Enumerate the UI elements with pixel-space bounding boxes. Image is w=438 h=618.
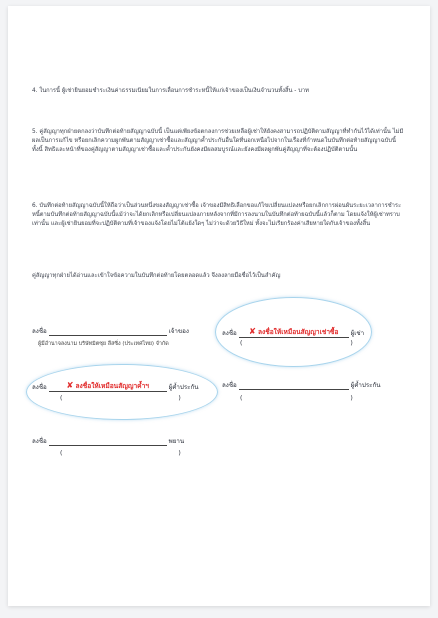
- guarantor-highlight-oval: [26, 364, 218, 420]
- paren-open: (: [240, 395, 243, 402]
- sign-label: ลงชื่อ: [32, 328, 47, 335]
- paren-close: ): [178, 450, 181, 457]
- paren-close: ): [350, 395, 353, 402]
- lessee-name-line: [240, 340, 353, 347]
- sign-label: ลงชื่อ: [222, 382, 237, 389]
- owner-role: เจ้าของ: [168, 328, 189, 335]
- guarantor2-role: ผู้ค้ำประกัน: [350, 382, 381, 389]
- guarantor2-signature-field[interactable]: [239, 389, 349, 390]
- paren-close: ): [178, 395, 181, 402]
- lessee-role: ผู้เช่า: [350, 330, 365, 337]
- agreement-statement: คู่สัญญาทุกฝ่ายได้อ่านและเข้าใจข้อความในบันทึกต่อท้ายโดยตลอดแล้ว จึงลงลายมือชื่อไว้เป็นสำคัญ: [32, 273, 281, 279]
- paren-close: ): [350, 340, 353, 347]
- owner-name: ผู้มีอำนาจลงนาม บริษัทมิตซุย ลีสซิ่ง (ประเทศไทย) จำกัด: [38, 341, 169, 347]
- owner-signature-line: [32, 326, 189, 336]
- sign-label: ลงชื่อ: [32, 384, 47, 391]
- paren-open: (: [240, 340, 243, 347]
- guarantor2-name-line: [240, 395, 353, 402]
- witness-name-line: [60, 450, 181, 457]
- sign-label: ลงชื่อ: [222, 330, 237, 337]
- paren-open: (: [60, 395, 63, 402]
- clause-5: 5. คู่สัญญาทุกฝ่ายตกลงว่าบันทึกต่อท้ายสัญญาฉบับนี้ เป็นแต่เพียงข้อตกลงการช่วยเหลือผู้เช่าให้ยังคงสามารถปฏิบัติตามสัญญาที่ทำกันไว้ได้เท่านั้น ไม่มีผลเป็นการแก้ไข หรือยกเลิกความผูกพันตามสัญญาเช่าซื้อและสัญญาค้ำประกันอื่นใดที่นอกเหนือไปจากในเรื่องที่กำหนดในบันทึกต่อท้ายสัญญาฉบับนี้ ทั้งนี้ สิทธิและหน้าที่ของคู่สัญญาตามสัญญาเช่าซื้อและค้ำประกันยังคงมีผลสมบูรณ์และยังคงมีผลผูกพันคู่สัญญาที่จะต้องปฏิบัติตามนั้น: [32, 129, 404, 154]
- clause-4: 4. ในการนี้ ผู้เช่ายินยอมชำระเงินค่าธรรมเนียมในการเลื่อนการชำระหนี้ให้แก่เจ้าของเป็นเงินจำนวนทั้งสิ้น - บาท: [32, 88, 309, 94]
- sign-label: ลงชื่อ: [32, 438, 47, 445]
- witness-role: พยาน: [168, 438, 185, 445]
- owner-signature-field[interactable]: [49, 335, 167, 336]
- x-mark-icon: ✘: [248, 327, 257, 337]
- document-page: [8, 6, 430, 606]
- lessee-sign-hint: ลงชื่อให้เหมือนสัญญาเช่าซื้อ: [257, 328, 339, 336]
- guarantor-name-line: [60, 395, 181, 402]
- guarantor-sign-hint: ลงชื่อให้เหมือนสัญญาค้ำฯ: [75, 382, 149, 390]
- paren-open: (: [60, 450, 63, 457]
- witness-signature-field[interactable]: [49, 445, 167, 446]
- guarantor-role: ผู้ค้ำประกัน: [168, 384, 199, 391]
- guarantor2-signature-line: [222, 380, 380, 390]
- guarantor-signature-line: [32, 380, 198, 392]
- witness-signature-line: [32, 436, 184, 446]
- clause-6: 6. บันทึกต่อท้ายสัญญาฉบับนี้ให้ถือว่าเป็นส่วนหนึ่งของสัญญาเช่าซื้อ เจ้าของมีสิทธิเลือกขอแก้ไขเปลี่ยนแปลงหรือยกเลิกการผ่อนผันระยะเวลาการชำระหนี้ตามบันทึกต่อท้ายสัญญาฉบับนี้แม้ว่าจะได้ยกเลิกหรือเปลี่ยนแปลงภายหลังจากที่มีการลงนามในบันทึกต่อท้ายฉบับนี้แล้วก็ตาม โดยแจ้งให้ผู้เช่าทราบเท่านั้น และผู้เช่ายินยอมที่จะปฏิบัติตามที่เจ้าของแจ้งโดยไม่โต้แย้งใดๆ ไม่ว่าจะด้วยวิธีใหม่ ทั้งจะไม่เรียกร้องค่าเสียหายใดกับเจ้าของทั้งสิ้น: [32, 203, 402, 228]
- lessee-signature-field[interactable]: [239, 326, 349, 338]
- lessee-signature-line: [222, 326, 364, 338]
- guarantor-signature-field[interactable]: [49, 380, 167, 392]
- x-mark-icon: ✘: [66, 381, 74, 391]
